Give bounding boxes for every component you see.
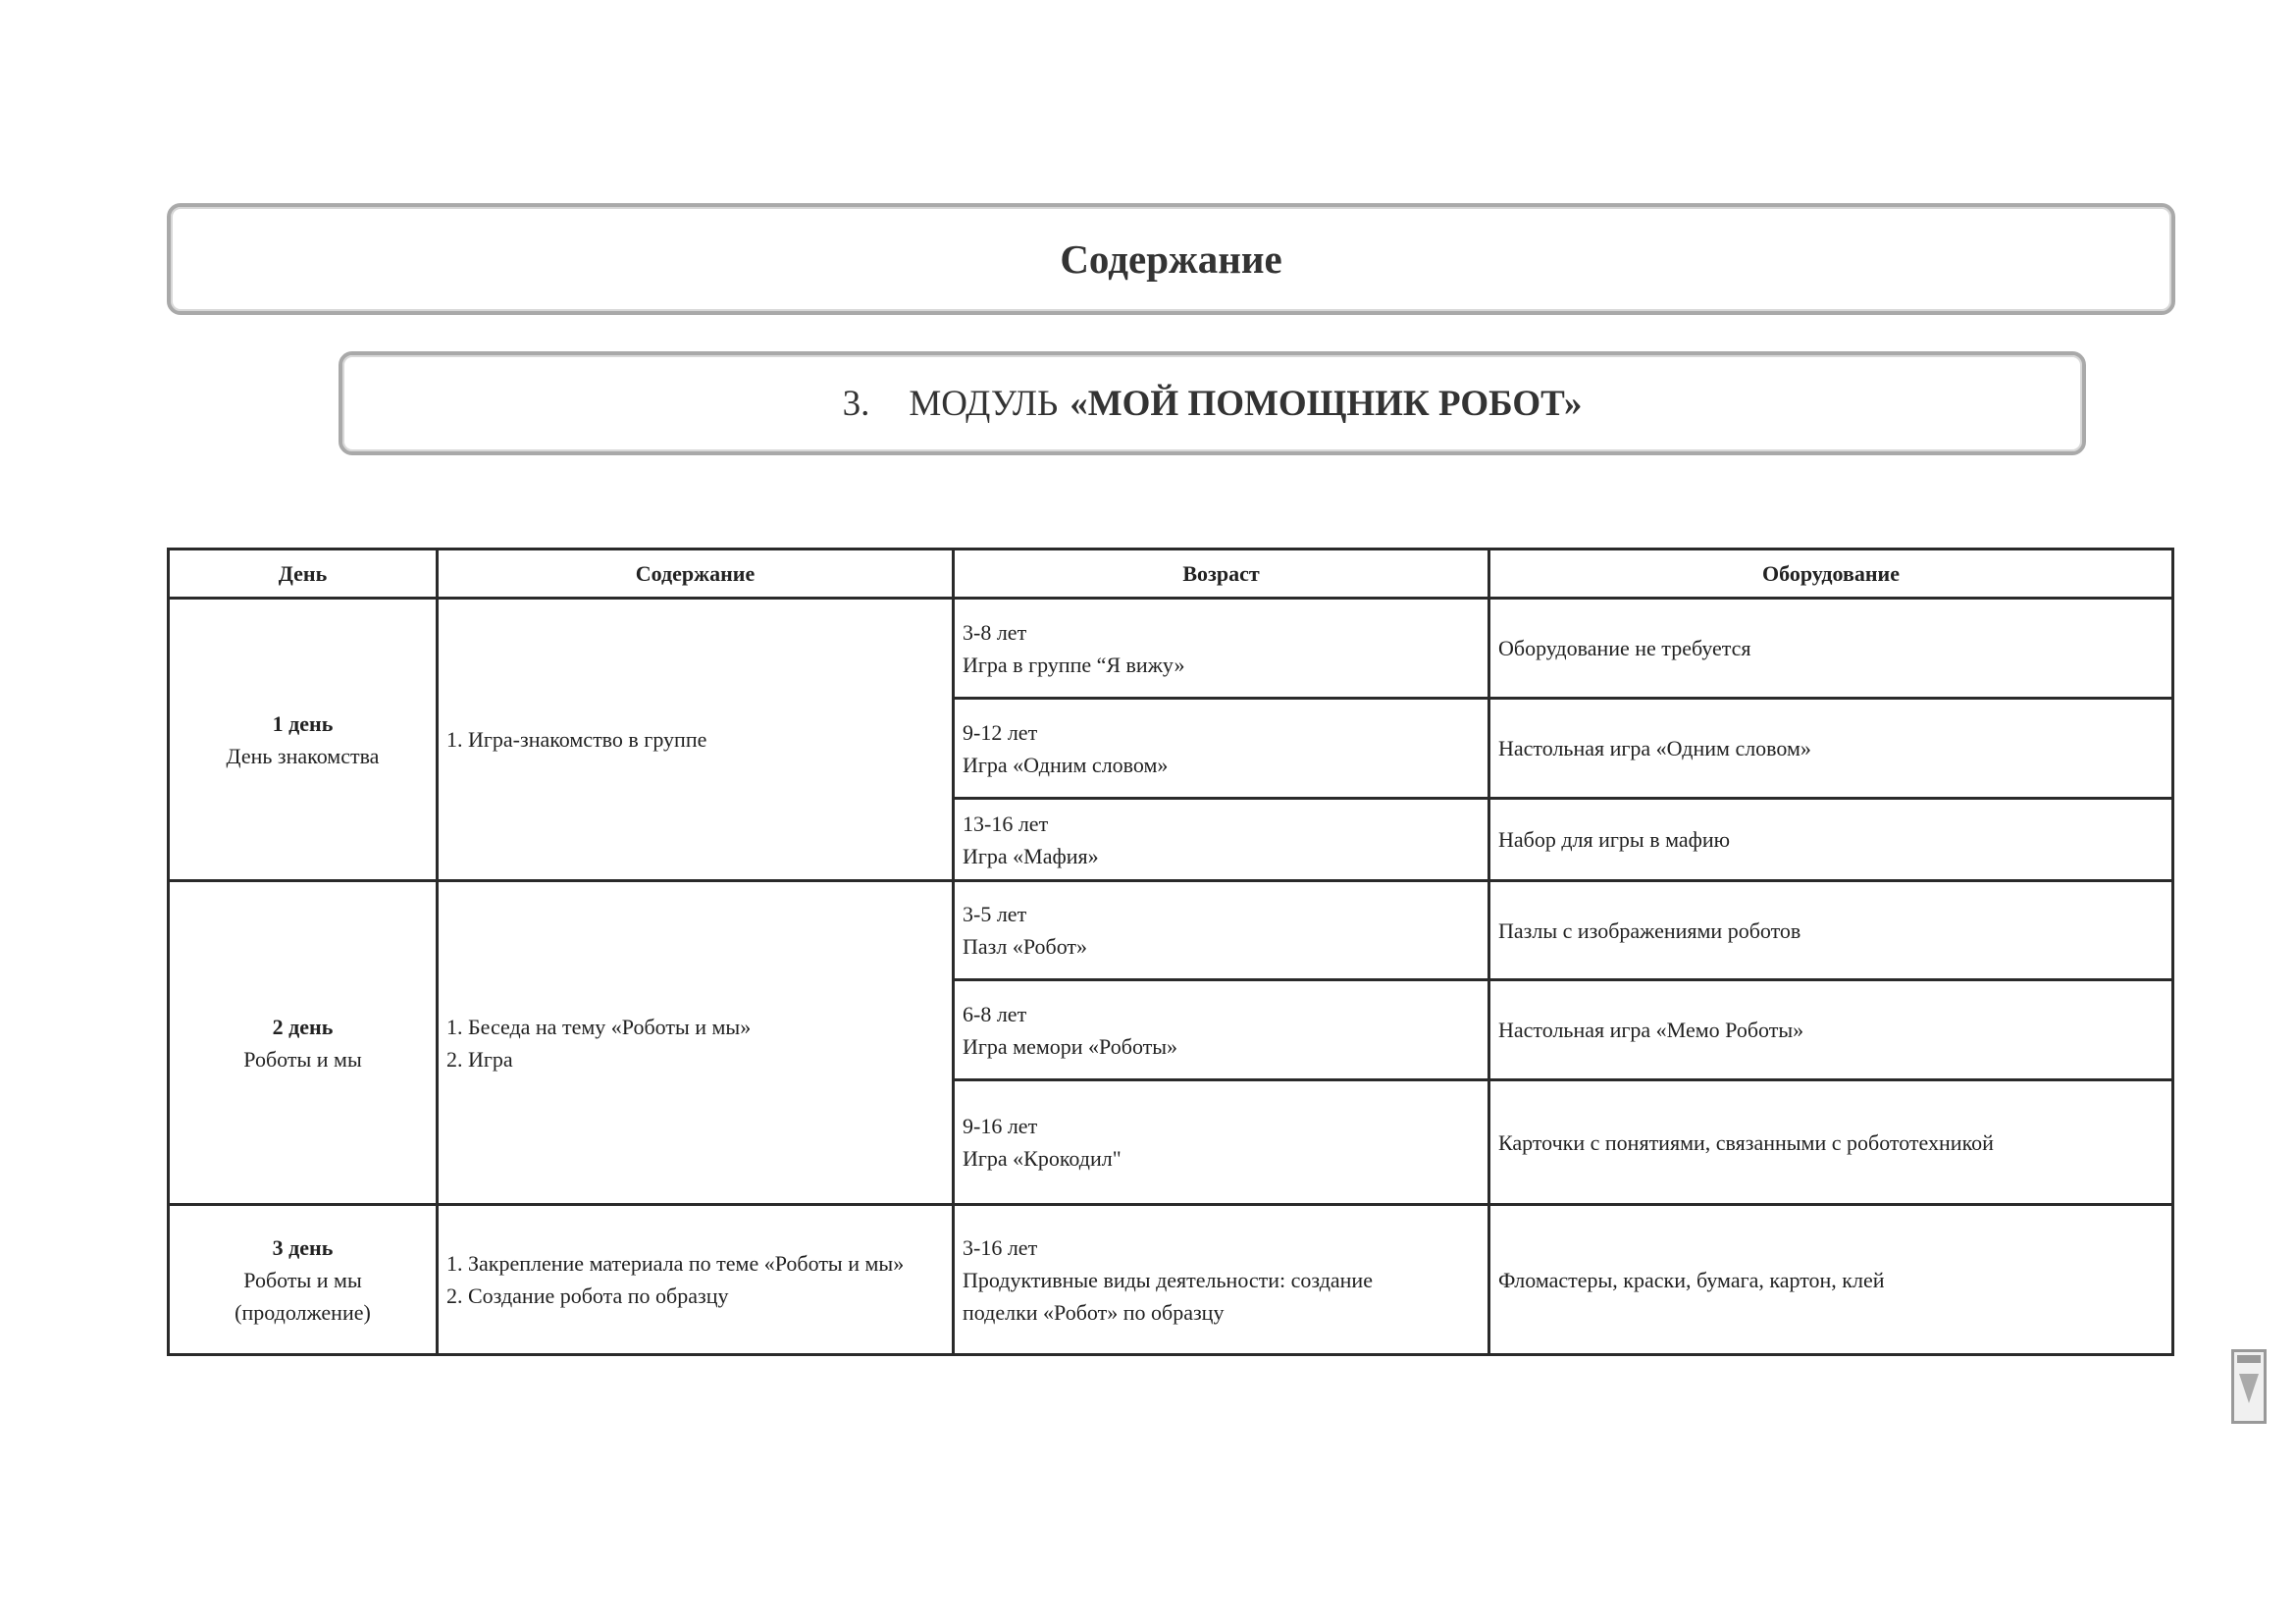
- title-frame: [167, 203, 2175, 315]
- age-range: 9-16 лет: [963, 1114, 1038, 1138]
- age-cell: [954, 1080, 1489, 1205]
- header-day: День: [169, 550, 438, 599]
- module-number: 3.: [842, 383, 870, 424]
- activity: Игра «Крокодил": [963, 1146, 1122, 1171]
- age-range: 3-8 лет: [963, 619, 1027, 645]
- content-cell: [438, 881, 954, 1205]
- module-frame: [339, 351, 2086, 455]
- age-cell: [954, 699, 1489, 799]
- age-range: 3-16 лет: [963, 1234, 1038, 1260]
- activity: Игра «Одним словом»: [963, 752, 1169, 777]
- age-range: 3-5 лет: [963, 902, 1027, 926]
- day-name: Роботы и мы: [243, 1046, 362, 1072]
- down-triangle-icon: [2239, 1374, 2259, 1403]
- equipment-cell: Пазлы с изображениями роботов: [1489, 881, 2173, 980]
- age-cell: [954, 1205, 1489, 1355]
- content-cell: [438, 599, 954, 881]
- day-name-note: (продолжение): [235, 1299, 371, 1325]
- activity: поделки «Робот» по образцу: [963, 1299, 1225, 1325]
- header-content: Содержание: [438, 550, 954, 599]
- day-cell: [169, 599, 438, 881]
- activity: Пазл «Робот»: [963, 934, 1088, 959]
- age-range: 6-8 лет: [963, 1001, 1027, 1026]
- activity: Игра «Мафия»: [963, 843, 1099, 868]
- header-age: Возраст: [954, 550, 1489, 599]
- scroll-marker-bar: [2237, 1355, 2261, 1363]
- table-row: [169, 881, 2173, 980]
- age-cell: [954, 599, 1489, 699]
- equipment-cell: Настольная игра «Мемо Роботы»: [1489, 980, 2173, 1080]
- content-item: 2. Игра: [446, 1046, 513, 1072]
- content-cell: [438, 1205, 954, 1355]
- module-name: «МОЙ ПОМОЩНИК РОБОТ»: [1070, 383, 1583, 424]
- day-number: 1 день: [272, 710, 334, 736]
- day-number: 2 день: [272, 1014, 334, 1039]
- equipment-cell: Оборудование не требуется: [1489, 599, 2173, 699]
- day-cell: [169, 1205, 438, 1355]
- page-title: Содержание: [1060, 236, 1282, 282]
- header-equipment: Оборудование: [1489, 550, 2173, 599]
- content-item: 2. Создание робота по образцу: [446, 1283, 729, 1308]
- activity: Игра мемори «Роботы»: [963, 1033, 1178, 1059]
- age-range: 13-16 лет: [963, 811, 1049, 836]
- content-item: 1. Беседа на тему «Роботы и мы»: [446, 1014, 752, 1039]
- table-header-row: [169, 550, 2173, 599]
- table-row: [169, 599, 2173, 699]
- day-cell: [169, 881, 438, 1205]
- equipment-cell: Карточки с понятиями, связанными с робототехникой: [1489, 1080, 2173, 1205]
- day-number: 3 день: [272, 1234, 334, 1260]
- activity: Продуктивные виды деятельности: создание: [963, 1267, 1373, 1292]
- schedule-table: [167, 548, 2174, 1356]
- age-cell: [954, 799, 1489, 881]
- day-name: День знакомства: [226, 743, 380, 768]
- scroll-down-icon[interactable]: [2231, 1349, 2267, 1424]
- equipment-cell: Настольная игра «Одним словом»: [1489, 699, 2173, 799]
- activity: Игра в группе “Я вижу»: [963, 652, 1185, 677]
- day-name: Роботы и мы: [243, 1267, 362, 1292]
- equipment-cell: Фломастеры, краски, бумага, картон, клей: [1489, 1205, 2173, 1355]
- content-item: 1. Игра-знакомство в группе: [446, 727, 707, 752]
- age-cell: [954, 881, 1489, 980]
- equipment-cell: Набор для игры в мафию: [1489, 799, 2173, 881]
- content-item: 1. Закрепление материала по теме «Роботы и мы»: [446, 1251, 905, 1276]
- module-word: МОДУЛЬ: [909, 383, 1059, 424]
- age-range: 9-12 лет: [963, 719, 1038, 745]
- table-row: [169, 1205, 2173, 1355]
- age-cell: [954, 980, 1489, 1080]
